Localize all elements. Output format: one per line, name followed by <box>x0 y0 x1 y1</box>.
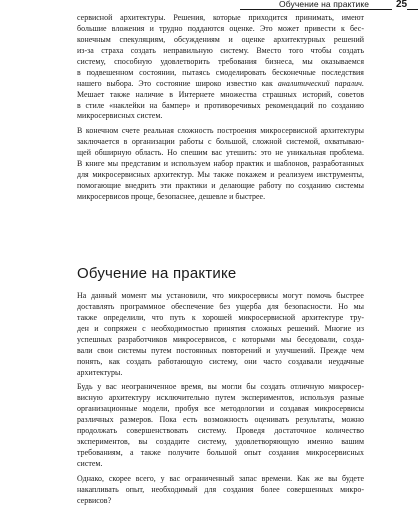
paragraph-line <box>77 79 364 90</box>
paragraph-line: доставлять программное обеспечение без ущерба для безопасности. Но мы <box>77 301 364 311</box>
paragraph-line: вали свои системы путем постоянных повторений и улучшений. Прежде чем <box>77 345 364 355</box>
paragraph-2 <box>77 126 364 203</box>
paragraph-line: конечным спекуляциям, обсуждениям и оценке архитектурных решений <box>77 34 364 44</box>
paragraph-line: накапливать опыт, необходимый для создания более совершенных микро- <box>77 484 364 494</box>
paragraph-line: заключается в организации работы с большой, сложной системой, охватываю- <box>77 136 364 146</box>
running-header <box>0 0 420 14</box>
paragraph-3 <box>77 291 364 379</box>
paragraph-line: различных размеров. Пока есть возможность оценивать результаты, можно <box>77 414 364 424</box>
paragraph-line: Мешает также наличие в Интернете множества страшных историй, советов <box>77 89 364 99</box>
paragraph-line: микросервисных систем. <box>77 111 163 121</box>
paragraph-line: систем. <box>77 458 103 468</box>
italic-term: аналитический паралич. <box>277 78 364 88</box>
paragraph-line: микросервисов проще, безопаснее, дешевле и быстрее. <box>77 191 266 201</box>
paragraph-line: архитектуры. <box>77 367 123 377</box>
paragraph-line: Будь у вас неограниченное время, вы могли бы создать отличную микросер- <box>77 382 364 391</box>
paragraph-line: Однако, скорее всего, у вас ограниченный запас времени. Как же вы будете <box>77 474 364 483</box>
paragraph-line: продолжать совершенствовать систему. Проведя достаточное количество <box>77 425 364 435</box>
paragraph-line: понять, как создать работающую систему, они часто создавали неудачные <box>77 356 364 366</box>
paragraph-1 <box>77 13 364 122</box>
paragraph-line: На данный момент мы установили, что микросервисы могут помочь быстрее <box>77 291 364 300</box>
paragraph-line: успешных разработчиков микросервисов, с которыми мы беседовали, созда- <box>77 334 364 344</box>
running-header-title: Обучение на практике <box>276 0 372 9</box>
page-number: 25 <box>392 0 407 10</box>
paragraph-line: помогающие внедрить эти практики и делающие работу по созданию системы <box>77 180 364 190</box>
section-heading: Обучение на практике <box>77 265 237 282</box>
paragraph-line: висную архитектуру исключительно путем экспериментов, используя разные <box>77 392 364 402</box>
paragraph-line: требованиям, а также получите большой опыт создания микросервисных <box>77 447 364 457</box>
paragraph-line: сервисной архитектуры. Решения, которые приходится принимать, имеют <box>77 13 364 22</box>
paragraph-line: организационные модели, пробуя все методологии и создавая микросервисы <box>77 403 364 413</box>
paragraph-line: ден и сопряжен с необходимостью принятия сложных решений. Многие из <box>77 323 364 333</box>
paragraph-line: из-за страха создать неправильную систему. Вместо того чтобы создать <box>77 45 364 55</box>
paragraph-line: большие вложения и трудно поддаются оценке. Это может привести к бес- <box>77 23 364 33</box>
paragraph-line: щей обширную область. Но спешим вас утешить: это не уникальная проблема. <box>77 147 364 157</box>
paragraph-line: также определили, что путь к хорошей микросервисной архитектуре тру- <box>77 312 364 322</box>
paragraph-line: для микросервисных архитектур. Мы также покажем и реализуем инструменты, <box>77 169 364 179</box>
paragraph-text: нашего выбора. Это состояние широко известно как <box>77 78 278 88</box>
paragraph-line: сервисов? <box>77 495 112 505</box>
paragraph-line: В книге мы представим и используем набор практик и шаблонов, разработанных <box>77 158 364 168</box>
paragraph-line: в стиле «наклейки на бампер» и противоречивых рекомендаций по созданию <box>77 100 364 110</box>
paragraph-5 <box>77 474 364 507</box>
paragraph-line: систему, способную удовлетворить требования бизнеса, мы оказываемся <box>77 56 364 66</box>
paragraph-line: в подвешенном состоянии, пытаясь смоделировать бесконечные последствия <box>77 67 364 77</box>
paragraph-4 <box>77 382 364 470</box>
paragraph-line: В конечном счете реальная сложность построения микросервисной архитектуры <box>77 126 364 135</box>
paragraph-line: экспериментов, вы создадите систему, удовлетворяющую именно вашим <box>77 436 364 446</box>
